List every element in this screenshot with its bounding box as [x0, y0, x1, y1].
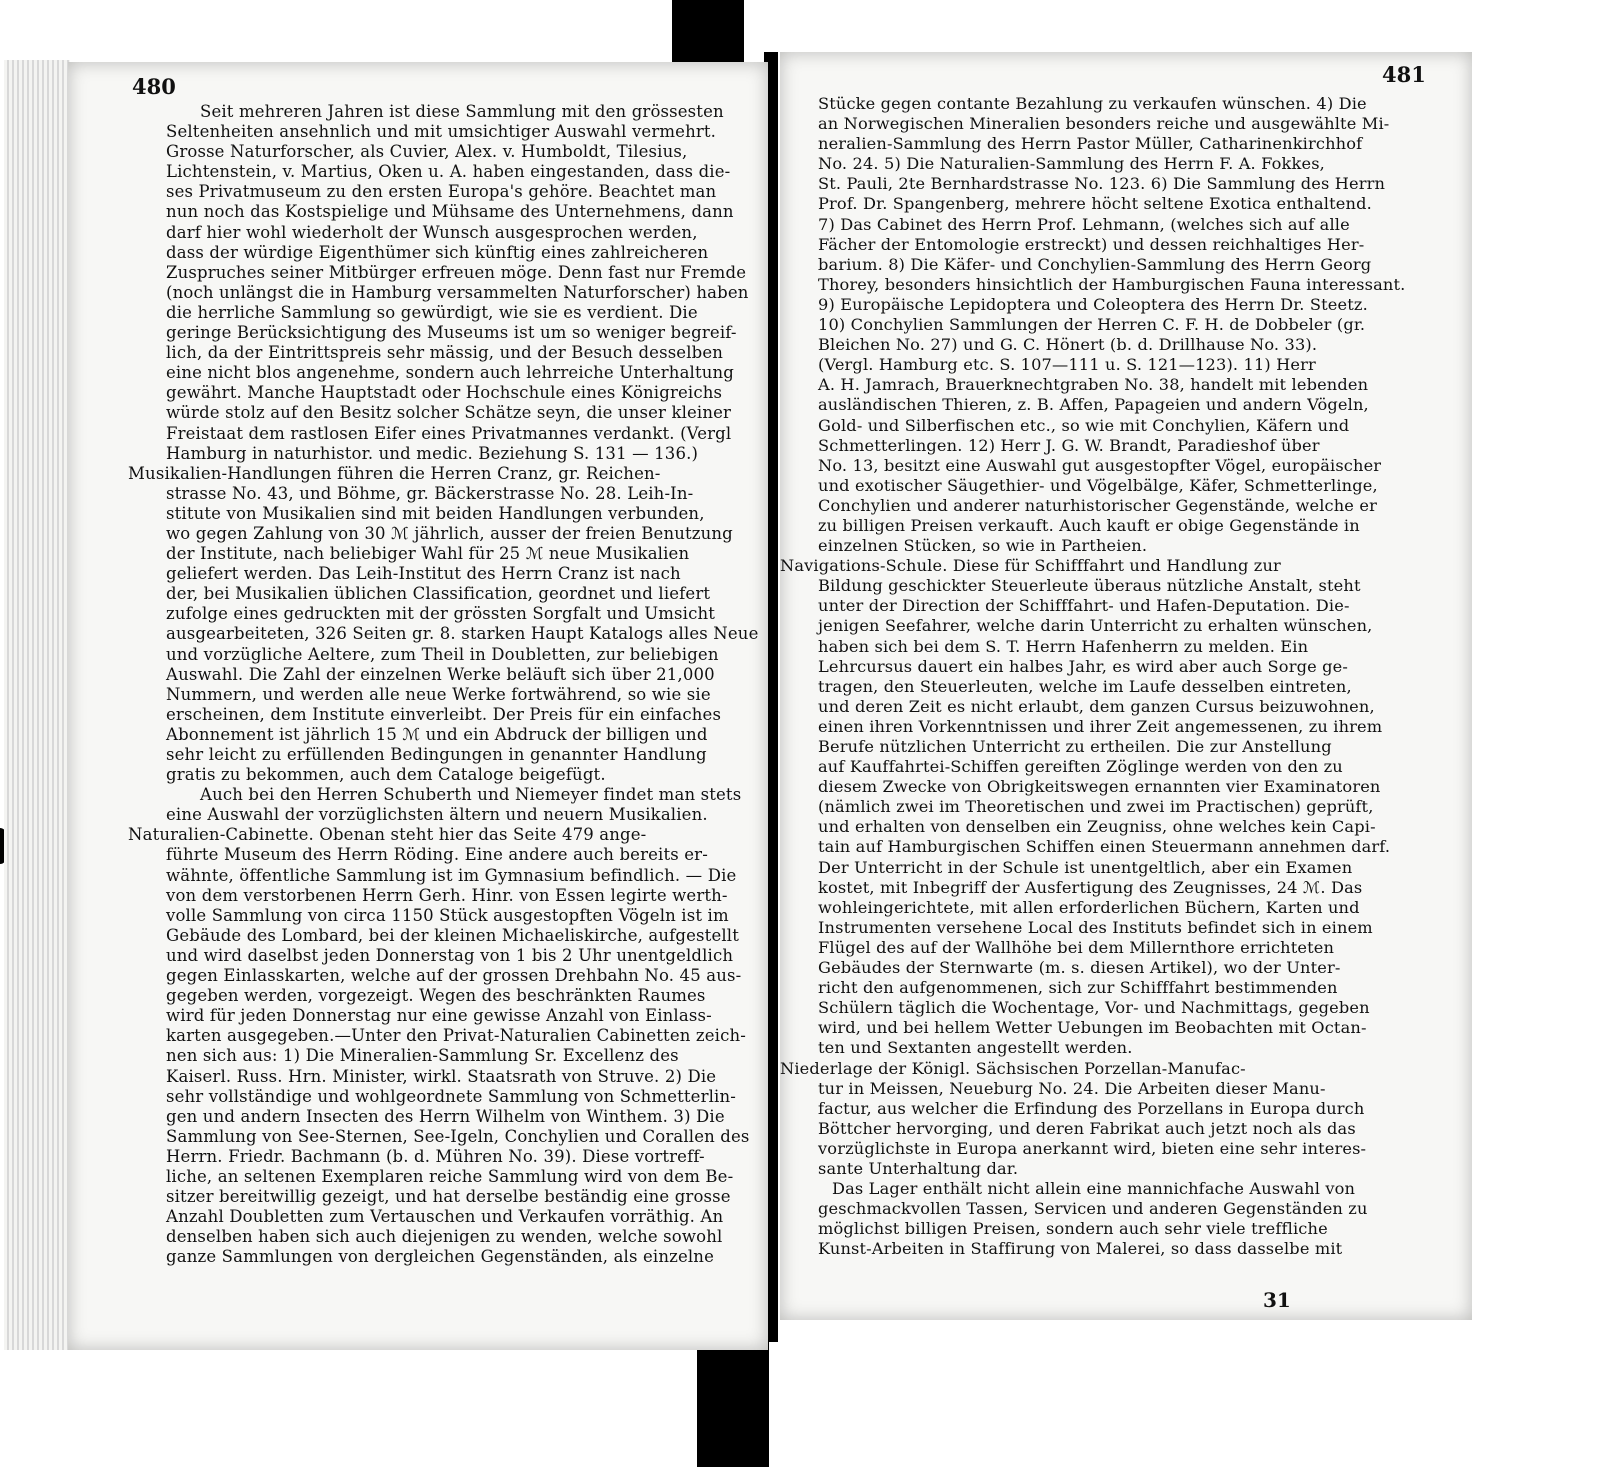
text-line: zufolge eines gedruckten mit der grössten Sorgfalt und Umsicht — [166, 604, 716, 624]
text-line: Instrumenten versehene Local des Instituts befindet sich in einem — [818, 917, 1373, 937]
left-page — [68, 62, 768, 1350]
text-line: sante Unterhaltung dar. — [818, 1158, 1019, 1178]
text-line: dass der würdige Eigenthümer sich künftig eines zahlreicheren — [166, 242, 709, 262]
text-line: ausländischen Thieren, z. B. Affen, Papageien und andern Vögeln, — [818, 395, 1369, 415]
text-line: Böttcher hervorging, und deren Fabrikat auch jetzt noch als das — [818, 1118, 1356, 1138]
text-line: Bildung geschickter Steuerleute überaus nützliche Anstalt, steht — [818, 576, 1361, 596]
text-line: kostet, mit Inbegriff der Ausfertigung des Zeugnisses, 24 ℳ. Das — [818, 877, 1363, 897]
text-line: würde stolz auf den Besitz solcher Schätze seyn, die unser kleiner — [166, 403, 732, 423]
text-line: Bleichen No. 27) und G. C. Hönert (b. d. Drillhause No. 33). — [818, 335, 1318, 355]
right-page — [780, 52, 1472, 1320]
text-line: von dem verstorbenen Herrn Gerh. Hinr. von Essen legirte werth- — [166, 885, 728, 905]
text-line: Seit mehreren Jahren ist diese Sammlung mit den grössesten — [200, 102, 724, 121]
text-line: richt den aufgenommenen, sich zur Schifffahrt bestimmenden — [818, 978, 1338, 998]
text-line: ganze Sammlungen von dergleichen Gegenständen, als einzelne — [166, 1247, 714, 1267]
text-line: wird für jeden Donnerstag nur eine gewisse Anzahl von Einlass- — [166, 1006, 712, 1026]
text-line: geliefert werden. Das Leih-Institut des Herrn Cranz ist nach — [166, 564, 681, 584]
text-line: lich, da der Eintrittspreis sehr mässig, und der Besuch desselben — [166, 343, 724, 363]
right-page-text — [780, 94, 1405, 1259]
text-line: liche, an seltenen Exemplaren reiche Sammlung wird von dem Be- — [166, 1166, 734, 1186]
text-line: einen ihren Vorkenntnissen und ihrer Zeit angemessenen, zu ihrem — [818, 716, 1383, 736]
text-line: Niederlage der Königl. Sächsischen Porzellan-Manufac- — [780, 1058, 1246, 1078]
text-line: vorzüglichste in Europa anerkannt wird, bieten eine sehr interes- — [818, 1138, 1367, 1158]
text-line: A. H. Jamrach, Brauerknechtgraben No. 38, handelt mit lebenden — [818, 375, 1369, 395]
text-line: Grosse Naturforscher, als Cuvier, Alex. v. Humboldt, Tilesius, — [166, 142, 688, 162]
text-line: haben sich bei dem S. T. Herrn Hafenherrn zu melden. Ein — [818, 636, 1309, 656]
book-page-edges — [4, 60, 70, 1350]
text-line: gegen Einlasskarten, welche auf der grossen Drehbahn No. 45 aus- — [166, 966, 742, 986]
text-line: Gebäude des Lombard, bei der kleinen Michaeliskirche, aufgestellt — [166, 925, 739, 945]
text-line: die herrliche Sammlung so gewürdigt, wie sie es verdient. Die — [166, 302, 698, 322]
text-line: Hamburg in naturhistor. und medic. Beziehung S. 131 — 136.) — [166, 443, 699, 463]
text-line: Auch bei den Herren Schuberth und Niemeyer findet man stets — [200, 785, 742, 805]
text-line: Zuspruches seiner Mitbürger erfreuen möge. Denn fast nur Fremde — [166, 262, 747, 282]
text-line: und erhalten von denselben ein Zeugniss, ohne welches kein Capi- — [818, 817, 1376, 837]
text-line: No. 13, besitzt eine Auswahl gut ausgestopfter Vögel, europäischer — [818, 455, 1382, 475]
text-line: sehr leicht zu erfüllenden Bedingungen in genannter Handlung — [166, 745, 707, 764]
text-line: ten und Sextanten angestellt werden. — [818, 1038, 1133, 1058]
text-line: sehr vollständige und wohlgeordnete Sammlung von Schmetterlin- — [166, 1086, 736, 1106]
text-line: Musikalien-Handlungen führen die Herren Cranz, gr. Reichen- — [128, 463, 661, 483]
text-line: Stücke gegen contante Bezahlung zu verkaufen wünschen. 4) Die — [818, 94, 1367, 113]
text-line: diesem Zwecke von Obrigkeitswegen ernannten vier Examinatoren — [818, 777, 1381, 797]
text-line: Thorey, besonders hinsichtlich der Hamburgischen Fauna interessant. — [818, 274, 1406, 294]
text-line: Gebäudes der Sternwarte (m. s. diesen Artikel), wo der Unter- — [818, 958, 1341, 978]
text-line: factur, aus welcher die Erfindung des Porzellans in Europa durch — [818, 1098, 1365, 1118]
text-line: Das Lager enthält nicht allein eine mannichfache Auswahl von — [832, 1179, 1356, 1199]
text-line: (nämlich zwei im Theoretischen und zwei im Practischen) geprüft, — [818, 797, 1374, 817]
text-line: an Norwegischen Mineralien besonders reiche und ausgewählte Mi- — [818, 114, 1390, 134]
text-line: Gold- und Silberfischen etc., so wie mit Conchylien, Käfern und — [818, 415, 1350, 435]
text-line: stitute von Musikalien sind mit beiden Handlungen verbunden, — [166, 503, 705, 523]
text-line: darf hier wohl wiederholt der Wunsch ausgesprochen werden, — [166, 222, 698, 242]
text-line: Abonnement ist jährlich 15 ℳ und ein Abdruck der billigen und — [166, 724, 708, 744]
text-line: Seltenheiten ansehnlich und mit umsichtiger Auswahl vermehrt. — [166, 122, 717, 142]
text-line: barium. 8) Die Käfer- und Conchylien-Sammlung des Herrn Georg — [818, 254, 1372, 274]
text-line: Schmetterlingen. 12) Herr J. G. W. Brandt, Paradieshof über — [818, 435, 1320, 455]
text-line: Berufe nützlichen Unterricht zu ertheilen. Die zur Anstellung — [818, 737, 1332, 756]
left-page-number: 480 — [132, 74, 176, 99]
text-line: führte Museum des Herrn Röding. Eine andere auch bereits er- — [166, 845, 708, 865]
text-line: gewährt. Manche Hauptstadt oder Hochschule eines Königreichs — [166, 383, 723, 403]
text-line: erscheinen, dem Institute einverleibt. Der Preis für ein einfaches — [166, 704, 722, 724]
text-line: gen und andern Insecten des Herrn Wilhelm von Winthem. 3) Die — [166, 1106, 725, 1126]
text-line: Navigations-Schule. Diese für Schifffahrt und Handlung zur — [780, 556, 1281, 576]
text-line: und deren Zeit es nicht erlaubt, dem ganzen Cursus beizuwohnen, — [818, 696, 1375, 716]
text-line: nun noch das Kostspielige und Mühsame des Unternehmens, dann — [166, 202, 734, 222]
text-line: wohleingerichtete, mit allen erforderlichen Büchern, Karten und — [818, 897, 1360, 917]
text-line: Fächer der Entomologie erstreckt) und dessen reichhaltiges Her- — [818, 234, 1365, 254]
text-line: möglichst billigen Preisen, sondern auch sehr viele treffliche — [818, 1219, 1328, 1239]
text-line: sitzer bereitwillig gezeigt, und hat derselbe beständig eine grosse — [166, 1187, 731, 1207]
text-line: Sammlung von See-Sternen, See-Igeln, Conchylien und Corallen des — [166, 1126, 750, 1146]
text-line: Nummern, und werden alle neue Werke fortwährend, so wie sie — [166, 684, 711, 704]
text-line: der Institute, nach beliebiger Wahl für 25 ℳ neue Musikalien — [166, 544, 690, 564]
text-line: gegeben werden, vorgezeigt. Wegen des beschränkten Raumes — [166, 986, 706, 1006]
text-line: und vorzügliche Aeltere, zum Theil in Doubletten, zur beliebigen — [166, 644, 719, 664]
text-line: ausgearbeiteten, 326 Seiten gr. 8. starken Haupt Katalogs alles Neue — [166, 624, 759, 644]
text-line: Herrn. Friedr. Bachmann (b. d. Mühren No. 39). Diese vortreff- — [166, 1146, 705, 1166]
text-line: tain auf Hamburgischen Schiffen einen Steuermann annehmen darf. — [818, 837, 1391, 857]
text-line: Der Unterricht in der Schule ist unentgeltlich, aber ein Examen — [818, 857, 1353, 877]
text-line: strasse No. 43, und Böhme, gr. Bäckerstrasse No. 28. Leih-In- — [166, 483, 694, 503]
text-line: St. Pauli, 2te Bernhardstrasse No. 123. 6) Die Sammlung des Herrn — [818, 174, 1386, 194]
text-line: und wird daselbst jeden Donnerstag von 1 bis 2 Uhr unentgeldlich — [166, 945, 734, 965]
text-line: und exotischer Säugethier- und Vögelbälge, Käfer, Schmetterlinge, — [818, 475, 1378, 495]
text-line: 10) Conchylien Sammlungen der Herren C. F. H. de Dobbeler (gr. — [818, 315, 1366, 335]
text-line: volle Sammlung von circa 1150 Stück ausgestopften Vögeln ist im — [166, 905, 729, 925]
text-line: 9) Europäische Lepidoptera und Coleoptera des Herrn Dr. Steetz. — [818, 294, 1368, 314]
text-line: Freistaat dem rastlosen Eifer eines Privatmannes verdankt. (Vergl — [166, 423, 732, 443]
text-line: Lehrcursus dauert ein halbes Jahr, es wird aber auch Sorge ge- — [818, 656, 1348, 676]
text-line: der, bei Musikalien üblichen Classification, geordnet und liefert — [166, 584, 711, 604]
text-line: tragen, den Steuerleuten, welche im Laufe desselben eintreten, — [818, 676, 1352, 696]
text-line: nen sich aus: 1) Die Mineralien-Sammlung Sr. Excellenz des — [166, 1046, 679, 1066]
text-line: unter der Direction der Schifffahrt- und Hafen-Deputation. Die- — [818, 596, 1350, 616]
text-line: Conchylien und anderer naturhistorischer Gegenstände, welche er — [818, 495, 1377, 515]
text-line: (noch unlängst die in Hamburg versammelten Naturforscher) haben — [166, 282, 749, 302]
text-line: Flügel des auf der Wallhöhe bei dem Millernthore errichteten — [818, 937, 1335, 957]
right-page-number: 481 — [1382, 62, 1426, 87]
text-line: einzelnen Stücken, so wie in Partheien. — [818, 536, 1148, 556]
text-line: eine nicht blos angenehme, sondern auch lehrreiche Unterhaltung — [166, 363, 735, 383]
text-line: Kunst-Arbeiten in Staffirung von Malerei, so dass dasselbe mit — [818, 1239, 1343, 1259]
text-line: 7) Das Cabinet des Herrn Prof. Lehmann, (welches sich auf alle — [818, 214, 1350, 234]
text-line: Schülern täglich die Wochentage, Vor- und Nachmittags, gegeben — [818, 998, 1370, 1018]
text-line: (Vergl. Hamburg etc. S. 107—111 u. S. 121—123). 11) Herr — [818, 355, 1316, 375]
signature-mark: 31 — [1263, 1288, 1291, 1312]
text-line: ses Privatmuseum zu den ersten Europa's gehöre. Beachtet man — [166, 182, 717, 202]
text-line: eine Auswahl der vorzüglichsten ältern und neuern Musikalien. — [166, 805, 708, 825]
text-line: Prof. Dr. Spangenberg, mehrere höcht seltene Exotica enthaltend. — [818, 194, 1372, 214]
text-line: Auswahl. Die Zahl der einzelnen Werke beläuft sich über 21,000 — [166, 664, 715, 684]
text-line: No. 24. 5) Die Naturalien-Sammlung des Herrn F. A. Fokkes, — [818, 154, 1325, 174]
binding-strip-top — [672, 0, 744, 62]
text-line: Anzahl Doubletten zum Vertauschen und Verkaufen vorräthig. An — [166, 1207, 724, 1227]
text-line: Kaiserl. Russ. Hrn. Minister, wirkl. Staatsrath von Struve. 2) Die — [166, 1066, 717, 1086]
text-line: wo gegen Zahlung von 30 ℳ jährlich, ausser der freien Benutzung — [166, 523, 733, 543]
text-line: geschmackvollen Tassen, Servicen und anderen Gegenständen zu — [818, 1199, 1368, 1219]
text-line: tur in Meissen, Neueburg No. 24. Die Arbeiten dieser Manu- — [818, 1078, 1326, 1098]
text-line: geringe Berücksichtigung des Museums ist um so weniger begreif- — [166, 323, 737, 343]
text-line: wird, und bei hellem Wetter Uebungen im Beobachten mit Octan- — [818, 1018, 1367, 1038]
text-line: jenigen Seefahrer, welche darin Unterricht zu erhalten wünschen, — [818, 616, 1373, 636]
text-line: zu billigen Preisen verkauft. Auch kauft er obige Gegenstände in — [818, 515, 1360, 535]
text-line: auf Kauffahrtei-Schiffen gereiften Zöglinge werden von den zu — [818, 757, 1343, 777]
text-line: karten ausgegeben.—Unter den Privat-Naturalien Cabinetten zeich- — [166, 1026, 746, 1046]
text-line: gratis zu bekommen, auch dem Cataloge beigefügt. — [166, 765, 606, 785]
text-line: Naturalien-Cabinette. Obenan steht hier das Seite 479 ange- — [128, 825, 647, 845]
text-line: Lichtenstein, v. Martius, Oken u. A. haben eingestanden, dass die- — [166, 162, 731, 182]
text-line: wähnte, öffentliche Sammlung ist im Gymnasium befindlich. — Die — [166, 865, 737, 885]
text-line: denselben haben sich auch diejenigen zu wenden, welche sowohl — [166, 1227, 723, 1247]
text-line: neralien-Sammlung des Herrn Pastor Müller, Catharinenkirchhof — [818, 134, 1363, 154]
left-page-text — [128, 102, 759, 1267]
